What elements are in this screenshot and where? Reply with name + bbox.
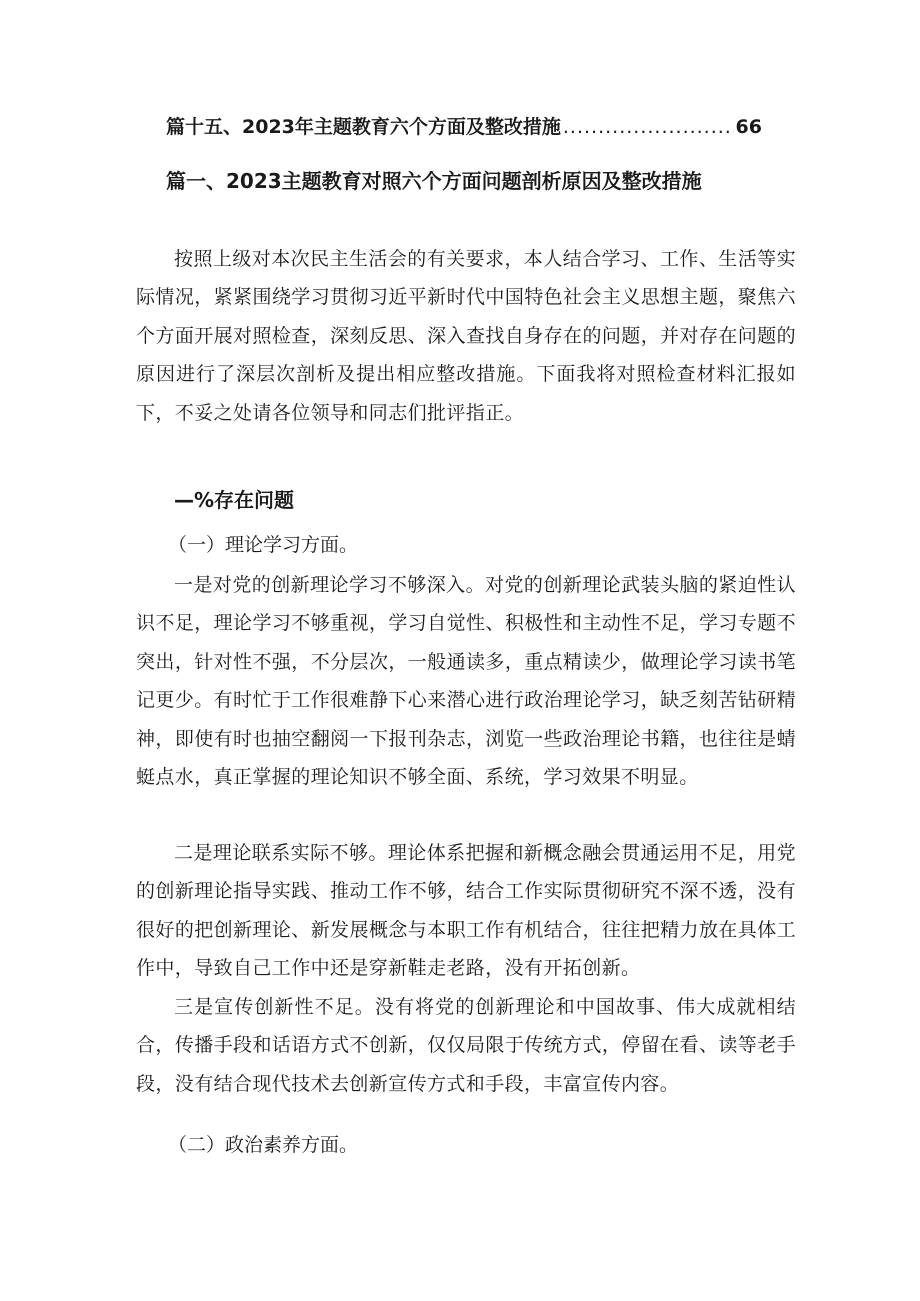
- toc-leader-dots: [563, 116, 734, 138]
- section-heading: —%存在问题: [174, 488, 295, 512]
- sub-heading-politics: （二）政治素养方面。: [168, 1134, 359, 1156]
- sub-heading-theory: （一）理论学习方面。: [168, 534, 359, 556]
- article-title: 篇一、2023主题教育对照六个方面问题剖析原因及整改措施: [166, 169, 702, 193]
- paragraph-issue-2: 二是理论联系实际不够。理论体系把握和新概念融会贯通运用不足，用党的创新理论指导实践、推动工作不够，结合工作实际贯彻研究不深不透，没有很好的把创新理论、新发展概念与本职工作有机结合，往往把精力放在具体工作中，导致自己工作中还是穿新鞋走老路，没有开拓创新。: [136, 842, 796, 980]
- toc-entry-page: 66: [735, 116, 762, 138]
- paragraph-issue-1: 一是对党的创新理论学习不够深入。对党的创新理论武装头脑的紧迫性认识不足，理论学习不够重视，学习自觉性、积极性和主动性不足，学习专题不突出，针对性不强，不分层次，一般通读多，重点精读少，做理论学习读书笔记更少。有时忙于工作很难静下心来潜心进行政治理论学习，缺乏刻苦钻研精神，即使有时也抽空翻阅一下报刊杂志，浏览一些政治理论书籍，也往往是蜻蜓点水，真正掌握的理论知识不够全面、系统，学习效果不明显。: [136, 574, 796, 789]
- toc-entry-label: 篇十五、2023年主题教育六个方面及整改措施: [166, 116, 561, 138]
- intro-paragraph: 按照上级对本次民主生活会的有关要求，本人结合学习、工作、生活等实际情况，紧紧围绕学习贯彻习近平新时代中国特色社会主义思想主题，聚焦六个方面开展对照检查，深刻反思、深入查找自身存在的问题，并对存在问题的原因进行了深层次剖析及提出相应整改措施。下面我将对照检查材料汇报如下，不妥之处请各位领导和同志们批评指正。: [136, 248, 796, 424]
- paragraph-issue-3: 三是宣传创新性不足。没有将党的创新理论和中国故事、伟大成就相结合，传播手段和话语方式不创新，仅仅局限于传统方式，停留在看、读等老手段，没有结合现代技术去创新宣传方式和手段，丰富宣传内容。: [136, 996, 796, 1095]
- toc-entry[interactable]: [166, 112, 762, 142]
